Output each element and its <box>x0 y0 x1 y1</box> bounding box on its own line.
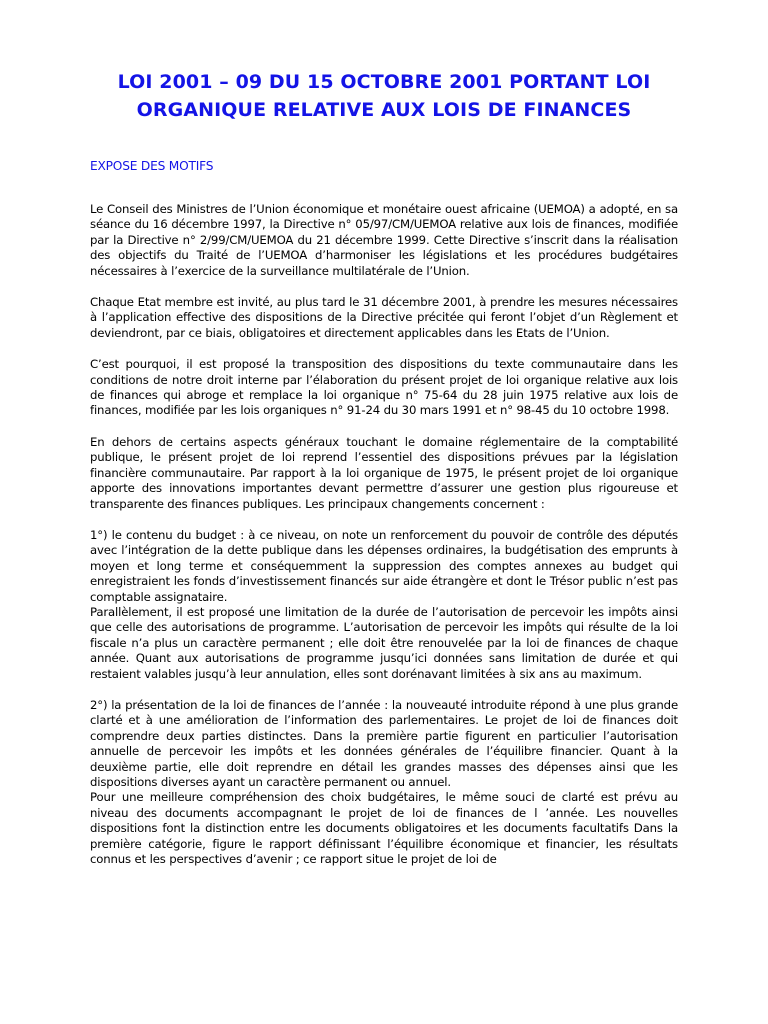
paragraph-budget-documents: Pour une meilleure compréhension des choix budgétaires, le même souci de clarté est prévu au niveau des documents accompagnant le projet de loi de finances de l ’année. Les nouvelles dispositions font la distinction entre les documents obligatoires et les documents facultatifs Dans la première catégorie, figure le rapport définissant l’équilibre économique et financier, les résultats connus et les perspectives d’avenir ; ce rapport situe le projet de loi de <box>90 790 678 867</box>
paragraph-budget-content: 1°) le contenu du budget : à ce niveau, on note un renforcement du pouvoir de contrôle des députés avec l’intégration de la dette publique dans les dépenses ordinaires, la budgétisation des emprunts à moyen et long terme et conséquemment la suppression des comptes annexes au budget qui enregistraient les fonds d’investissement financés sur aide étrangère et dont le Trésor public n’est pas comptable assignataire. <box>90 527 678 604</box>
document-title: LOI 2001 – 09 DU 15 OCTOBRE 2001 PORTANT LOI ORGANIQUE RELATIVE AUX LOIS DE FINANCES <box>117 71 651 121</box>
paragraph-duration-limits: Parallèlement, il est proposé une limitation de la durée de l’autorisation de percevoir les impôts ainsi que celle des autorisations de programme. L’autorisation de percevoir les impôts qui résulte de la loi fiscale n’a plus un caractère permanent ; elle doit être renouvelée par la loi de finances de chaque année. Quant aux autorisations de programme jusqu’ici données sans limitation de durée et qui restaient valables jusqu’à leur annulation, elles sont dorénavant limitées à six ans au maximum. <box>90 604 678 681</box>
paragraph-finance-law-presentation: 2°) la présentation de la loi de finances de l’année : la nouveauté introduite répond à une plus grande clarté et à une amélioration de l’information des parlementaires. Le projet de loi de finances doit comprendre deux parties distinctes. Dans la première partie figurent en particulier l’autorisation annuelle de percevoir les impôts et les données générales de l’équilibre financier. Quant à la deuxième partie, elle doit reprendre en détail les grandes masses des dépenses ainsi que les dispositions diverses ayant un caractère permanent ou annuel. <box>90 697 678 789</box>
paragraph-uemoa-directive: Le Conseil des Ministres de l’Union économique et monétaire ouest africaine (UEMOA) a adopté, en sa séance du 16 décembre 1997, la Directive n° 05/97/CM/UEMOA relative aux lois de finances, modifiée par la Directive n° 2/99/CM/UEMOA du 21 décembre 1999. Cette Directive s’inscrit dans la réalisation des objectifs du Traité de l’UEMOA d’harmoniser les législations et les procédures budgétaires nécessaires à l’exercice de la surveillance multilatérale de l’Union. <box>90 202 678 278</box>
section-heading-expose-des-motifs: EXPOSE DES MOTIFS <box>90 159 214 173</box>
paragraph-general-aspects: En dehors de certains aspects généraux touchant le domaine réglementaire de la comptabilité publique, le présent projet de loi reprend l’essentiel des dispositions prévues par la législation financière communautaire. Par rapport à la loi organique de 1975, le présent projet de loi organique apporte des innovations importantes devant permettre d’assurer une gestion plus rigoureuse et transparente des finances publiques. Les principaux changements concernent : <box>90 434 678 511</box>
paragraph-member-states: Chaque Etat membre est invité, au plus tard le 31 décembre 2001, à prendre les mesures nécessaires à l’application effective des dispositions de la Directive précitée qui feront l’objet d’un Règlement et deviendront, par ce biais, obligatoires et directement applicables dans les Etats de l’Union. <box>90 295 678 340</box>
paragraph-transposition: C’est pourquoi, il est proposé la transposition des dispositions du texte communautaire dans les conditions de notre droit interne par l’élaboration du présent projet de loi organique relative aux lois de finances qui abroge et remplace la loi organique n° 75-64 du 28 juin 1975 relative aux lois de finances, modifiée par les lois organiques n° 91-24 du 30 mars 1991 et n° 98-45 du 10 octobre 1998. <box>90 357 678 418</box>
document-body <box>90 202 678 867</box>
